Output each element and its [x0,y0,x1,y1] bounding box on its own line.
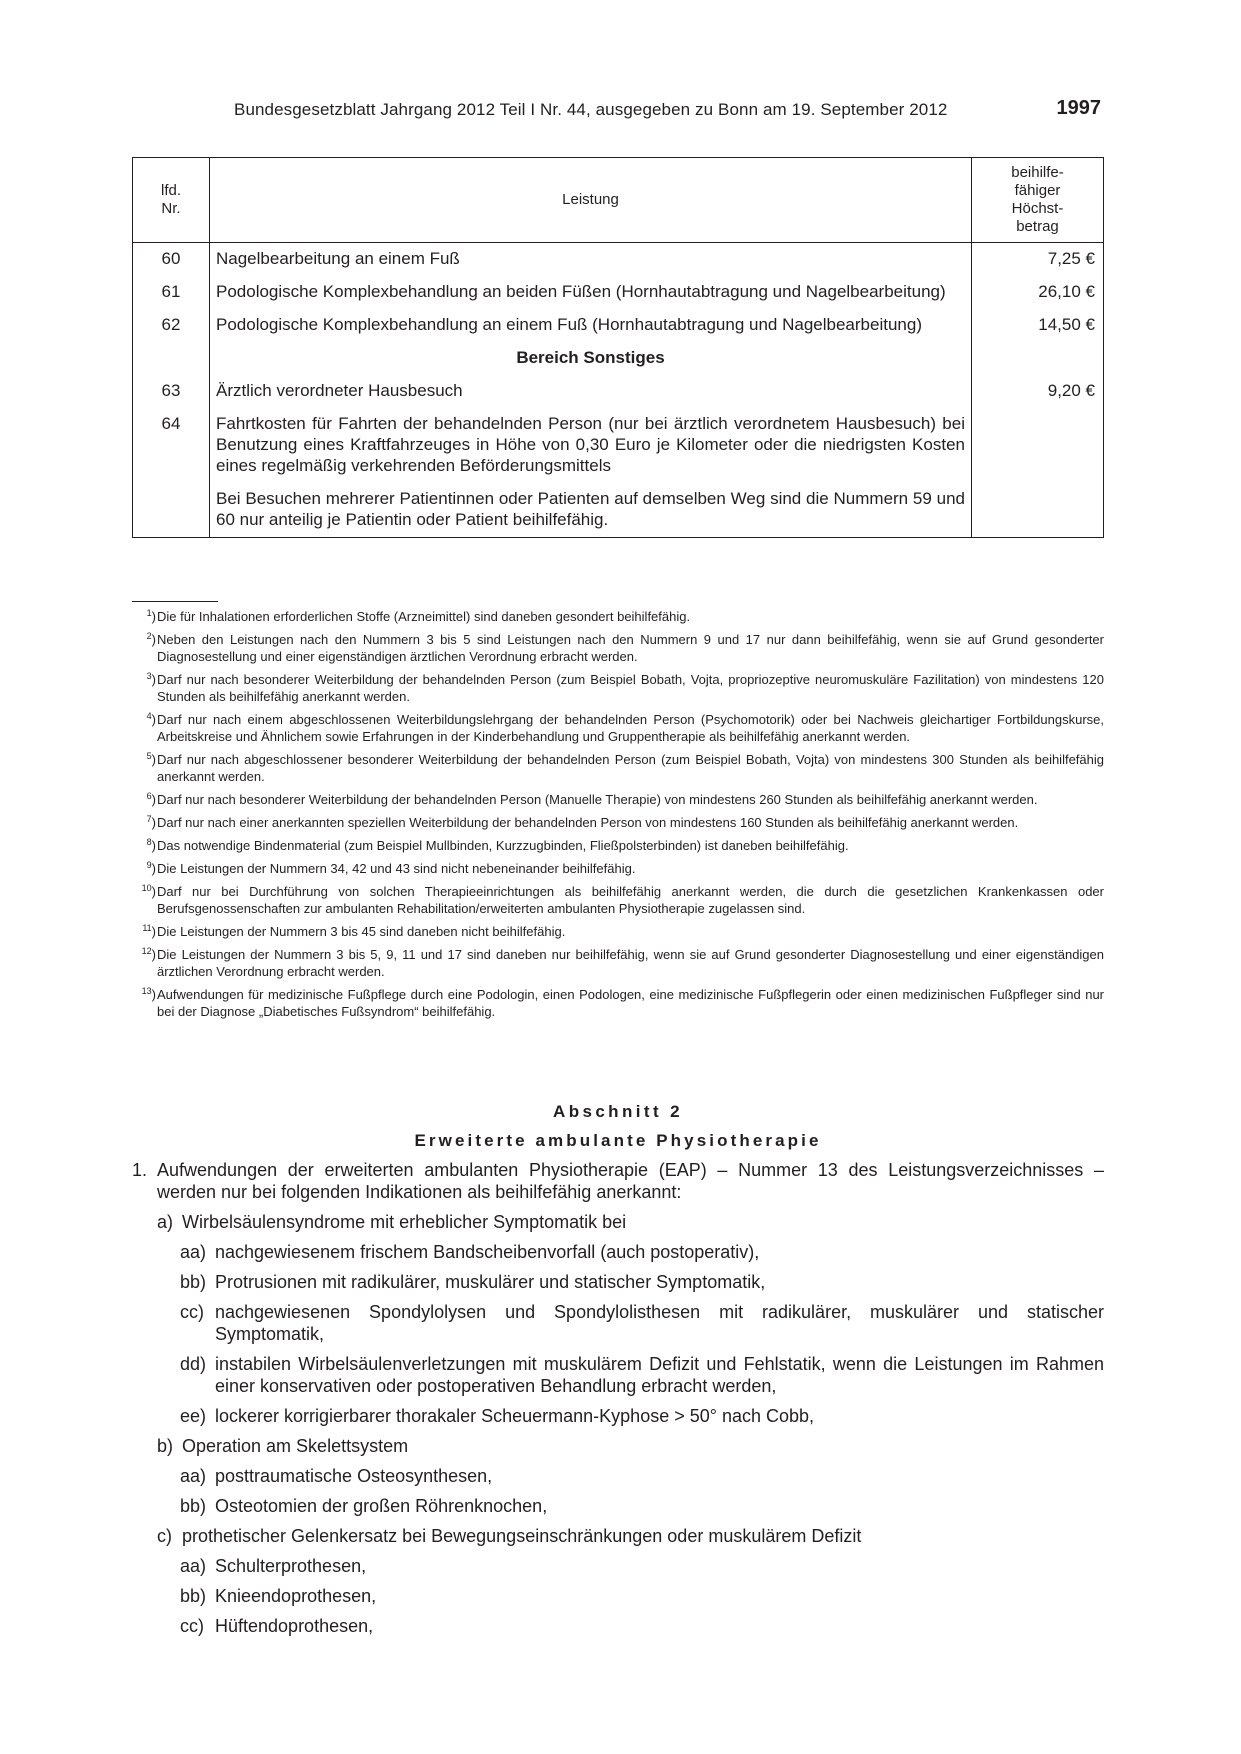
column-header-number [133,158,210,243]
list-item [132,1555,1104,1577]
footnote-number: 10 [141,883,152,893]
list-item-marker: ee) [180,1406,207,1426]
row-description: Podologische Komplexbehandlung an beiden Füßen (Hornhautabtragung und Nagelbearbeitung) [210,276,972,309]
list-item [132,1301,1104,1345]
footnote-number: 11 [142,923,152,933]
list-item-text: posttraumatische Osteosynthesen, [215,1466,493,1486]
column-header-service: Leistung [210,158,972,243]
list-item-marker: bb) [180,1272,207,1292]
list-item-text: Wirbelsäulensyndrome mit erheblicher Symptomatik bei [182,1212,627,1232]
list-item-marker: aa) [180,1242,207,1262]
list-item-marker: dd) [180,1354,207,1374]
row-amount: 14,50 € [972,309,1104,342]
list-item-text: instabilen Wirbelsäulenverletzungen mit muskulärem Defizit und Fehlstatik, wenn die Leistungen im Rahmen einer konservativen oder postoperativen Behandlung erbracht werden, [215,1354,1104,1396]
footnote-number: 7 [146,814,152,824]
body-list [132,1159,1104,1645]
table-header-row [133,158,1104,243]
column-header-amount [972,158,1104,243]
footnote [132,814,1104,831]
footnote-number: 1 [146,608,152,618]
footnote [132,751,1104,785]
section-subtitle: Erweiterte ambulante Physiotherapie [414,1131,822,1150]
footnote-number: 9 [146,860,152,870]
footnote-mark: $^7$) [146,814,156,830]
footnote [132,711,1104,745]
footnote-mark: $^{13}$) [141,986,156,1002]
list-item-text: Operation am Skelettsystem [182,1436,409,1456]
footnote-text: Neben den Leistungen nach den Nummern 3 bis 5 sind Leistungen nach den Nummern 9 und 17 nur dann beihilfefähig, wenn sie auf Grund gesonderter Diagnosestellung und einer eigenständigen ärztlichen Verordnung erbracht werden. [157,632,1104,664]
list-item [132,1353,1104,1397]
footnote-text: Darf nur nach einem abgeschlossenen Weiterbildungslehrgang der behandelnden Person (Psychomotorik) oder bei Nachweis gleichartiger Fortbildungskurse, Arbeitskreise und Ähnlichem sowie Erfahrungen in der Kinderbehandlung und Gruppentherapie als beihilfefähig anerkannt werden. [157,712,1104,744]
list-item-text: prothetischer Gelenkersatz bei Bewegungseinschränkungen oder muskulärem Defizit [182,1526,862,1546]
row-amount [972,483,1104,538]
list-item-marker: 1. [132,1160,148,1180]
fee-table [132,157,1104,538]
list-item-text: lockerer korrigierbarer thorakaler Scheuermann-Kyphose > 50° nach Cobb, [215,1406,815,1426]
list-item-text: Knieendoprothesen, [215,1586,377,1606]
row-description: Bei Besuchen mehrerer Patientinnen oder Patienten auf demselben Weg sind die Nummern 59 und 60 nur anteilig je Patientin oder Patient beihilfefähig. [210,483,972,538]
list-item [132,1241,1104,1263]
list-item-marker: b) [157,1436,174,1456]
footnote-number: 13 [141,986,152,996]
section-title: Abschnitt 2 [553,1102,683,1121]
row-description: Ärztlich verordneter Hausbesuch [210,375,972,408]
row-amount: 7,25 € [972,243,1104,277]
table-row [133,375,1104,408]
footnote-number: 3 [146,671,152,681]
row-amount: 26,10 € [972,276,1104,309]
footnote-mark: $^5$) [146,751,156,767]
footnote-mark: $^{12}$) [141,946,156,962]
footnote [132,671,1104,705]
footnote [132,631,1104,665]
footnote-mark: $^4$) [146,711,156,727]
row-description: Podologische Komplexbehandlung an einem Fuß (Hornhautabtragung und Nagelbearbeitung) [210,309,972,342]
footnote-mark: $^6$) [146,791,156,807]
list-item-marker: c) [157,1526,172,1546]
footnote-mark: $^{10}$) [141,883,156,899]
footnote-mark: $^8$) [146,837,156,853]
table-section-heading: Bereich Sonstiges [210,342,972,375]
footnote-text: Aufwendungen für medizinische Fußpflege durch eine Podologin, einen Podologen, eine medizinische Fußpflegerin oder einen medizinischen Fußpfleger sind nur bei der Diagnose „Diabetisches Fußsyndrom“ beihilfefähig. [157,987,1104,1019]
list-item-marker: cc) [180,1302,204,1322]
list-item [132,1495,1104,1517]
footnote-text: Darf nur nach einer anerkannten speziellen Weiterbildung der behandelnden Person von mindestens 160 Stunden als beihilfefähig anerkannt werden. [157,815,1019,830]
list-item-text: Aufwendungen der erweiterten ambulanten Physiotherapie (EAP) – Nummer 13 des Leistungsverzeichnisses – werden nur bei folgenden Indikationen als beihilfefähig anerkannt: [157,1160,1104,1202]
footnote-text: Darf nur nach besonderer Weiterbildung der behandelnden Person (Manuelle Therapie) von mindestens 260 Stunden als beihilfefähig anerkannt werden. [157,792,1038,807]
table-row [133,309,1104,342]
footnote [132,923,1104,940]
footnote-text: Die Leistungen der Nummern 34, 42 und 43 sind nicht nebeneinander beihilfefähig. [157,861,636,876]
row-description: Fahrtkosten für Fahrten der behandelnden Person (nur bei ärztlich verordnetem Hausbesuch) bei Benutzung eines Kraftfahrzeuges in Höhe von 0,30 Euro je Kilometer oder die niedrigsten Kosten eines regelmäßig verkehrenden Beförderungsmittels [210,408,972,483]
list-item [132,1159,1104,1203]
list-item-text: Schulterprothesen, [215,1556,367,1576]
list-item-marker: a) [157,1212,174,1232]
list-item-marker: aa) [180,1466,207,1486]
footnote-number: 5 [146,751,152,761]
footnote-separator [132,601,218,602]
list-item [132,1525,1104,1547]
list-item-marker: bb) [180,1586,207,1606]
column-header-amount-line: Höchst- [1011,200,1064,217]
footnote [132,791,1104,808]
table-row [133,276,1104,309]
list-item [132,1405,1104,1427]
footnote-text: Die für Inhalationen erforderlichen Stoffe (Arzneimittel) sind daneben gesondert beihilfefähig. [157,609,691,624]
table-row [133,483,1104,538]
footnote-number: 4 [146,711,152,721]
row-description: Nagelbearbeitung an einem Fuß [210,243,972,277]
row-number: 61 [133,276,210,309]
list-item-text: Osteotomien der großen Röhrenknochen, [215,1496,548,1516]
footnote-text: Darf nur bei Durchführung von solchen Therapieeinrichtungen als beihilfefähig anerkannt werden, die durch die gesetzlichen Krankenkassen oder Berufsgenossenschaften zur ambulanten Rehabilitation/erweiterten ambulanten Physiotherapie zugelassen sind. [157,884,1104,916]
column-header-number-line: Nr. [161,200,181,217]
footnote [132,946,1104,980]
row-amount [972,408,1104,483]
row-number: 64 [133,408,210,483]
footnote-text: Darf nur nach besonderer Weiterbildung der behandelnden Person (zum Beispiel Bobath, Vojta, propriozeptive neuromuskuläre Fazilitation) von mindestens 120 Stunden als beihilfefähig anerkannt werden. [157,672,1104,704]
footnote-number: 6 [146,791,152,801]
list-item-marker: aa) [180,1556,207,1576]
column-header-amount-line: betrag [1016,218,1059,235]
list-item-text: Hüftendoprothesen, [215,1616,374,1636]
footnote-number: 2 [146,631,152,641]
footnote-text: Die Leistungen der Nummern 3 bis 45 sind daneben nicht beihilfefähig. [157,924,566,939]
list-item [132,1465,1104,1487]
footnote-number: 8 [146,837,152,847]
footnote-mark: $^2$) [146,631,156,647]
footnote-text: Die Leistungen der Nummern 3 bis 5, 9, 11 und 17 sind daneben nur beihilfefähig, wenn sie auf Grund gesonderter Diagnosestellung und einer eigenständigen ärztlichen Verordnung erbracht werden. [157,947,1104,979]
footnote [132,986,1104,1020]
footnote [132,883,1104,917]
row-number-empty [133,342,210,375]
footnote-mark: $^1$) [146,608,156,624]
page-number: 1997 [1056,97,1101,119]
running-header: Bundesgesetzblatt Jahrgang 2012 Teil I Nr. 44, ausgegeben zu Bonn am 19. September 2012 [234,100,948,119]
footnote-mark: $^{11}$) [142,923,156,939]
table-row [133,243,1104,277]
list-item [132,1271,1104,1293]
row-number [133,483,210,538]
list-item-text: Protrusionen mit radikulärer, muskulärer und statischer Symptomatik, [215,1272,766,1292]
column-header-number-line: lfd. [160,182,181,199]
list-item [132,1585,1104,1607]
list-item-marker: cc) [180,1616,204,1636]
footnote [132,860,1104,877]
column-header-amount-line: beihilfe- [1011,164,1064,181]
row-number: 60 [133,243,210,277]
footnote [132,608,1104,625]
footnote-mark: $^3$) [146,671,156,687]
footnote [132,837,1104,854]
footnotes [132,608,1104,1026]
table-section-row [133,342,1104,375]
list-item-text: nachgewiesenem frischem Bandscheibenvorfall (auch postoperativ), [215,1242,760,1262]
list-item [132,1211,1104,1233]
footnote-text: Darf nur nach abgeschlossener besonderer Weiterbildung der behandelnden Person (zum Beispiel Bobath, Vojta) von mindestens 300 Stunden als beihilfefähig anerkannt werden. [157,752,1104,784]
footnote-mark: $^9$) [146,860,156,876]
list-item-text: nachgewiesenen Spondylolysen und Spondylolisthesen mit radikulärer, muskulärer und statischer Symptomatik, [215,1302,1104,1344]
column-header-amount-line: fähiger [1014,182,1061,199]
footnote-number: 12 [141,946,152,956]
row-number: 63 [133,375,210,408]
table-row [133,408,1104,483]
footnote-text: Das notwendige Bindenmaterial (zum Beispiel Mullbinden, Kurzzugbinden, Fließpolsterbinden) ist daneben beihilfefähig. [157,838,849,853]
row-number: 62 [133,309,210,342]
row-amount: 9,20 € [972,375,1104,408]
list-item [132,1435,1104,1457]
list-item-marker: bb) [180,1496,207,1516]
row-amount-empty [972,342,1104,375]
list-item [132,1615,1104,1637]
